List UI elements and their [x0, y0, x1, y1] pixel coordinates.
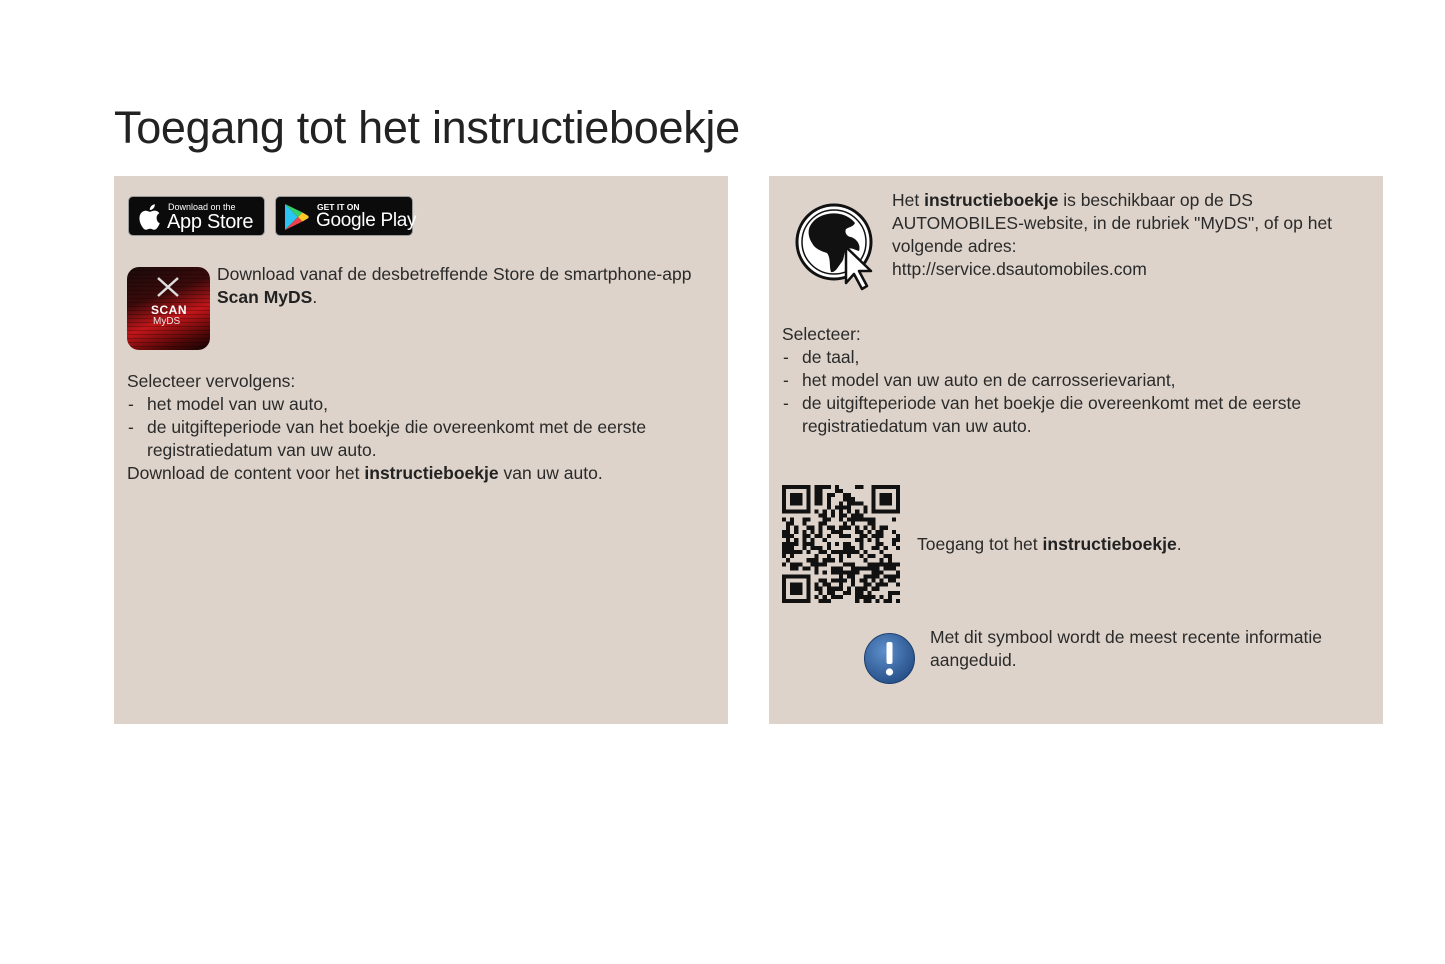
google-play-badge[interactable] — [275, 196, 417, 236]
app-store-small-label: Download on the — [168, 202, 236, 212]
download-content-text: Download de content voor het instructieboekje van uw auto. — [127, 463, 603, 483]
list-item: - de taal, — [782, 346, 1372, 369]
step-list — [782, 346, 1372, 438]
qr-caption: Toegang tot het instructieboekje. — [917, 534, 1182, 554]
google-play-icon — [284, 203, 310, 231]
website-instructions-panel — [769, 176, 1383, 724]
app-store-label: App Store — [167, 211, 254, 233]
apple-icon — [137, 203, 161, 231]
ds-logo-icon — [155, 275, 181, 299]
select-intro: Selecteer: — [782, 324, 861, 344]
app-name: Scan MyDS — [217, 287, 313, 307]
list-item: - het model van uw auto en de carrosserievariant, — [782, 369, 1372, 392]
info-text: Met dit symbool wordt de meest recente informatie aangeduid. — [930, 627, 1322, 670]
app-store-badge[interactable] — [128, 196, 265, 236]
list-item: - de uitgifteperiode van het boekje die overeenkomt met de eerste registratiedatum van uw auto. — [782, 392, 1372, 438]
page-title: Toegang tot het instructieboekje — [114, 102, 740, 153]
app-download-text: Download vanaf de desbetreffende Store de smartphone-app Scan MyDS. — [217, 264, 692, 307]
website-url-link[interactable]: http://service.dsautomobiles.com — [892, 259, 1147, 279]
google-play-label: Google Play — [316, 210, 417, 231]
list-item: - het model van uw auto, — [127, 393, 717, 416]
info-icon — [863, 632, 916, 685]
website-text: Het instructieboekje is beschikbaar op de DS AUTOMOBILES-website, in de rubriek "MyDS", of op het volgende adres: http://service.dsautomobiles.com — [892, 190, 1333, 279]
google-play-small-label: GET IT ON — [317, 202, 360, 212]
list-item: - de uitgifteperiode van het boekje die overeenkomt met de eerste registratiedatum van uw auto. — [127, 416, 717, 462]
app-icon-myds-label: MyDS — [153, 316, 181, 327]
app-steps — [127, 370, 717, 485]
qr-code[interactable] — [782, 485, 900, 603]
step-list — [127, 393, 717, 462]
website-steps — [782, 323, 1372, 438]
globe-cursor-icon — [794, 201, 886, 293]
scan-myds-app-icon — [127, 267, 210, 350]
select-intro: Selecteer vervolgens: — [127, 371, 296, 391]
app-icon-scan-label: SCAN — [151, 303, 188, 317]
app-instructions-panel — [114, 176, 728, 724]
